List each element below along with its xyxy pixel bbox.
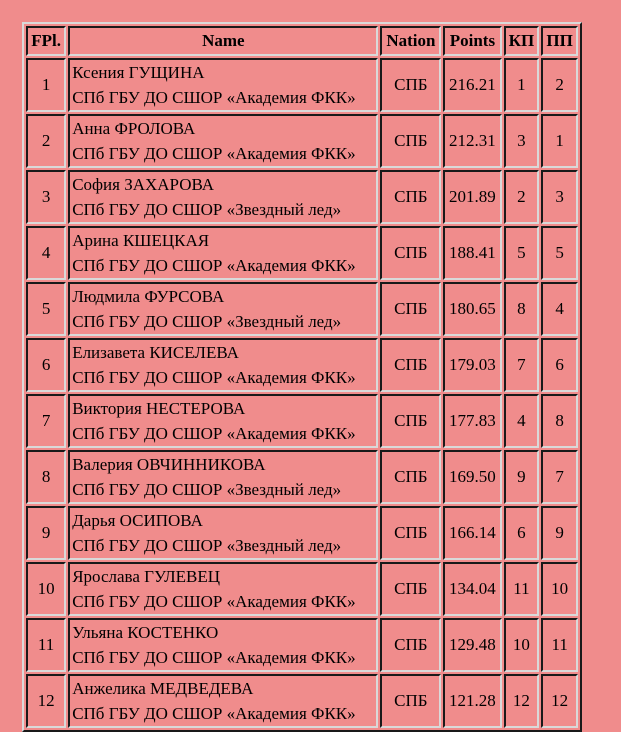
- pp-cell: 5: [541, 226, 578, 280]
- results-table: [22, 22, 582, 732]
- header-points: Points: [443, 26, 501, 56]
- pp-cell: 4: [541, 282, 578, 336]
- skater-club: СПб ГБУ ДО СШОР «Звездный лед»: [72, 480, 342, 499]
- place-cell: 9: [26, 506, 66, 560]
- kp-cell: 8: [504, 282, 540, 336]
- pp-cell: 8: [541, 394, 578, 448]
- skater-club: СПб ГБУ ДО СШОР «Академия ФКК»: [72, 88, 356, 107]
- pp-cell: 9: [541, 506, 578, 560]
- place-cell: 7: [26, 394, 66, 448]
- points-cell: 177.83: [443, 394, 501, 448]
- name-cell: [68, 226, 378, 280]
- kp-cell: 3: [504, 114, 540, 168]
- kp-cell: 11: [504, 562, 540, 616]
- skater-club: СПб ГБУ ДО СШОР «Звездный лед»: [72, 312, 342, 331]
- kp-cell: 10: [504, 618, 540, 672]
- skater-club: СПб ГБУ ДО СШОР «Звездный лед»: [72, 536, 342, 555]
- nation-cell: СПБ: [380, 618, 441, 672]
- pp-cell: 12: [541, 674, 578, 728]
- pp-cell: 3: [541, 170, 578, 224]
- kp-cell: 12: [504, 674, 540, 728]
- results-body: [26, 58, 578, 728]
- place-cell: 4: [26, 226, 66, 280]
- name-cell: [68, 562, 378, 616]
- points-cell: 134.04: [443, 562, 501, 616]
- points-cell: 179.03: [443, 338, 501, 392]
- nation-cell: СПБ: [380, 338, 441, 392]
- points-cell: 188.41: [443, 226, 501, 280]
- name-cell: [68, 394, 378, 448]
- skater-name: София ЗАХАРОВА: [72, 175, 215, 194]
- nation-cell: СПБ: [380, 450, 441, 504]
- header-kp: КП: [504, 26, 540, 56]
- nation-cell: СПБ: [380, 170, 441, 224]
- header-nation: Nation: [380, 26, 441, 56]
- name-cell: [68, 506, 378, 560]
- name-cell: [68, 450, 378, 504]
- nation-cell: СПБ: [380, 562, 441, 616]
- name-cell: [68, 170, 378, 224]
- points-cell: 129.48: [443, 618, 501, 672]
- pp-cell: 10: [541, 562, 578, 616]
- table-row: [26, 506, 578, 560]
- header-name: Name: [68, 26, 378, 56]
- skater-name: Ярослава ГУЛЕВЕЦ: [72, 567, 220, 586]
- place-cell: 11: [26, 618, 66, 672]
- skater-name: Арина КШЕЦКАЯ: [72, 231, 210, 250]
- name-cell: [68, 674, 378, 728]
- place-cell: 10: [26, 562, 66, 616]
- skater-club: СПб ГБУ ДО СШОР «Академия ФКК»: [72, 704, 356, 723]
- skater-name: Валерия ОВЧИННИКОВА: [72, 455, 266, 474]
- place-cell: 3: [26, 170, 66, 224]
- skater-name: Виктория НЕСТЕРОВА: [72, 399, 246, 418]
- pp-cell: 6: [541, 338, 578, 392]
- nation-cell: СПБ: [380, 674, 441, 728]
- skater-name: Дарья ОСИПОВА: [72, 511, 203, 530]
- table-row: [26, 226, 578, 280]
- nation-cell: СПБ: [380, 282, 441, 336]
- name-cell: [68, 282, 378, 336]
- skater-club: СПб ГБУ ДО СШОР «Академия ФКК»: [72, 256, 356, 275]
- skater-club: СПб ГБУ ДО СШОР «Академия ФКК»: [72, 592, 356, 611]
- skater-name: Елизавета КИСЕЛЕВА: [72, 343, 239, 362]
- header-row: [26, 26, 578, 56]
- kp-cell: 5: [504, 226, 540, 280]
- skater-name: Людмила ФУРСОВА: [72, 287, 225, 306]
- nation-cell: СПБ: [380, 506, 441, 560]
- place-cell: 5: [26, 282, 66, 336]
- points-cell: 216.21: [443, 58, 501, 112]
- points-cell: 212.31: [443, 114, 501, 168]
- nation-cell: СПБ: [380, 58, 441, 112]
- pp-cell: 1: [541, 114, 578, 168]
- kp-cell: 9: [504, 450, 540, 504]
- place-cell: 1: [26, 58, 66, 112]
- table-row: [26, 674, 578, 728]
- points-cell: 201.89: [443, 170, 501, 224]
- skater-name: Анжелика МЕДВЕДЕВА: [72, 679, 254, 698]
- pp-cell: 7: [541, 450, 578, 504]
- points-cell: 169.50: [443, 450, 501, 504]
- skater-club: СПб ГБУ ДО СШОР «Академия ФКК»: [72, 648, 356, 667]
- name-cell: [68, 58, 378, 112]
- place-cell: 2: [26, 114, 66, 168]
- table-row: [26, 282, 578, 336]
- pp-cell: 2: [541, 58, 578, 112]
- kp-cell: 6: [504, 506, 540, 560]
- points-cell: 180.65: [443, 282, 501, 336]
- kp-cell: 2: [504, 170, 540, 224]
- table-row: [26, 58, 578, 112]
- skater-name: Анна ФРОЛОВА: [72, 119, 196, 138]
- nation-cell: СПБ: [380, 394, 441, 448]
- place-cell: 8: [26, 450, 66, 504]
- name-cell: [68, 114, 378, 168]
- table-row: [26, 618, 578, 672]
- skater-club: СПб ГБУ ДО СШОР «Академия ФКК»: [72, 368, 356, 387]
- pp-cell: 11: [541, 618, 578, 672]
- skater-name: Ульяна КОСТЕНКО: [72, 623, 219, 642]
- place-cell: 12: [26, 674, 66, 728]
- skater-name: Ксения ГУЩИНА: [72, 63, 205, 82]
- skater-club: СПб ГБУ ДО СШОР «Академия ФКК»: [72, 144, 356, 163]
- points-cell: 121.28: [443, 674, 501, 728]
- points-cell: 166.14: [443, 506, 501, 560]
- table-row: [26, 562, 578, 616]
- table-row: [26, 114, 578, 168]
- nation-cell: СПБ: [380, 226, 441, 280]
- skater-club: СПб ГБУ ДО СШОР «Звездный лед»: [72, 200, 342, 219]
- name-cell: [68, 618, 378, 672]
- table-row: [26, 394, 578, 448]
- name-cell: [68, 338, 378, 392]
- kp-cell: 1: [504, 58, 540, 112]
- nation-cell: СПБ: [380, 114, 441, 168]
- header-place: FPl.: [26, 26, 66, 56]
- header-pp: ПП: [541, 26, 578, 56]
- table-row: [26, 170, 578, 224]
- kp-cell: 7: [504, 338, 540, 392]
- table-row: [26, 450, 578, 504]
- kp-cell: 4: [504, 394, 540, 448]
- skater-club: СПб ГБУ ДО СШОР «Академия ФКК»: [72, 424, 356, 443]
- table-row: [26, 338, 578, 392]
- place-cell: 6: [26, 338, 66, 392]
